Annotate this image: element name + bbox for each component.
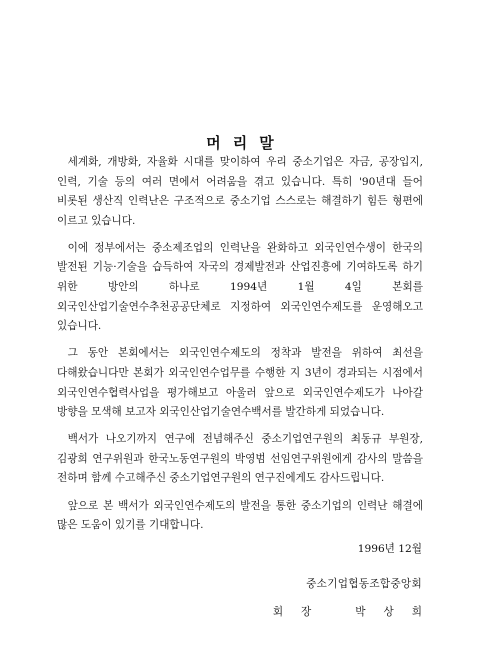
paragraph-1: 세계화, 개방화, 자율화 시대를 맞이하여 우리 중소기업은 자금, 공장입지, 인력, 기술 등의 여러 면에서 어려움을 겪고 있습니다. 특히 '90년대 들어 비롯된 생산직 인력난은 구조적으로 중소기업 스스로는 해결하기 힘든 형편에 이르고 있습니다. — [57, 156, 423, 227]
paragraph-2: 이에 정부에서는 중소제조업의 인력난을 완화하고 외국인연수생이 한국의 발전된 기능·기술을 습득하여 자국의 경제발전과 산업진흥에 기여하도록 하기 위한 방안의 하나로 1994년 1월 4일 본회를 외국인산업기술연수추천공공단체로 지정하여 외국인연수제도를 운영해오고 있습니다. — [57, 241, 423, 333]
body-text — [57, 153, 423, 536]
signer — [272, 604, 440, 619]
signer-name: 박상희 — [355, 606, 440, 618]
paragraph-3: 그 동안 본회에서는 외국인연수제도의 정착과 발전을 위하여 최선을 다해왔습니다만 본회가 외국인연수업무를 수행한 지 3년이 경과되는 시점에서 외국인연수협력사업을 평가해보고 아울러 앞으로 외국인연수제도가 나아갈 방향을 모색해 보고자 외국인산업기술연수백서를 발간하게 되었습니다. — [57, 347, 423, 419]
signer-role: 회장 — [272, 606, 330, 618]
paragraph-5: 앞으로 본 백서가 외국인연수제도의 발전을 통한 중소기업의 인력난 해결에 많은 도움이 있기를 기대합니다. — [57, 499, 423, 532]
paragraph-4: 백서가 나오기까지 연구에 전념해주신 중소기업연구원의 최동규 부원장, 김광희 연구위원과 한국노동연구원의 박영범 선임연구위원에게 감사의 말씀을 전하며 함께 수고해주신 중소기업연구원의 연구진에게도 감사드립니다. — [57, 433, 423, 485]
organization-name: 중소기업협동조합중앙회 — [306, 578, 422, 590]
page-title: 머리말 — [206, 134, 286, 152]
publication-date: 1996년 12월 — [357, 543, 422, 555]
